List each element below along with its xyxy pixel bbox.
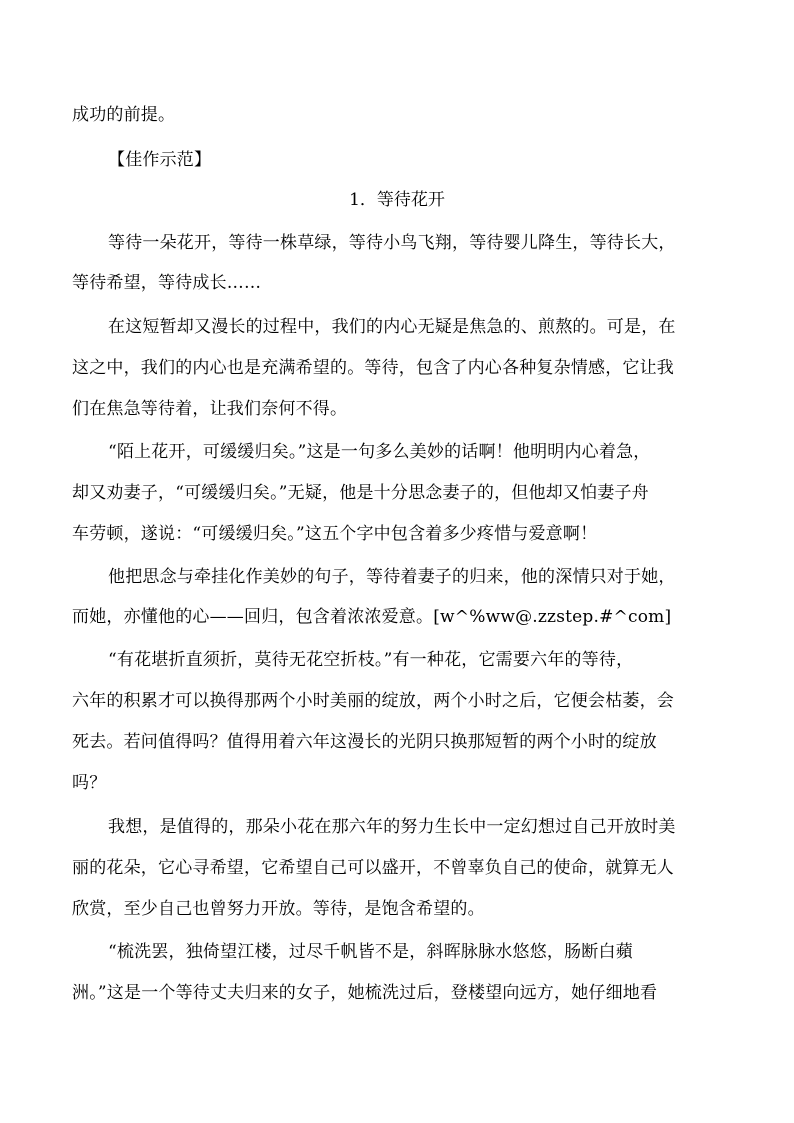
text-line: 欣赏，至少自己也曾努力开放。等待，是饱含希望的。 [72,899,485,919]
text-line: 丽的花朵，它心寻希望，它希望自己可以盛开，不曾辜负自己的使命，就算无人 [72,858,674,878]
text-line: 而她，亦懂他的心——回归，包含着浓浓爱意。[w^%ww@.zzstep.#^com] [72,607,672,627]
text-line: “有花堪折直须折，莫待无花空折枝。”有一种花，它需要六年的等待， [108,650,634,670]
text-line: 死去。若问值得吗？值得用着六年这漫长的光阴只换那短暂的两个小时的绽放 [72,732,657,752]
text-line: 我想，是值得的，那朵小花在那六年的努力生长中一定幻想过自己开放时美 [108,817,676,837]
text-line: 车劳顿，遂说：“可缓缓归矣。”这五个字中包含着多少疼惜与爱意啊！ [72,524,598,544]
text-line: 等待希望，等待成长…… [72,273,262,293]
text-line: 这之中，我们的内心也是充满希望的。等待，包含了内心各种复杂情感，它让我 [72,358,674,378]
text-line: 在这短暂却又漫长的过程中，我们的内心无疑是焦急的、煎熬的。可是，在 [108,317,676,337]
text-line: “陌上花开，可缓缓归矣。”这是一句多么美妙的话啊！他明明内心着急， [108,442,651,462]
text-line: 等待一朵花开，等待一株草绿，等待小鸟飞翔，等待婴儿降生，等待长大， [108,233,676,253]
text-line: 他把思念与牵挂化作美妙的句子，等待着妻子的归来，他的深情只对于她， [108,567,676,587]
text-line: 成功的前提。 [72,105,176,125]
text-line: 吗？ [72,773,107,793]
section-heading: 【佳作示范】 [108,150,212,170]
text-line: 们在焦急等待着，让我们奈何不得。 [72,399,348,419]
text-line: 却又劝妻子，“可缓缓归矣。”无疑，他是十分思念妻子的，但他却又怕妻子舟 [72,483,649,503]
text-line: 六年的积累才可以换得那两个小时美丽的绽放，两个小时之后，它便会枯萎，会 [72,691,674,711]
text-line: 洲。”这是一个等待丈夫归来的女子，她梳洗过后，登楼望向远方，她仔细地看 [72,983,658,1003]
essay-title: 1．等待花开 [349,190,445,210]
text-line: “梳洗罢，独倚望江楼，过尽千帆皆不是，斜晖脉脉水悠悠，肠断白蘋 [108,942,633,962]
